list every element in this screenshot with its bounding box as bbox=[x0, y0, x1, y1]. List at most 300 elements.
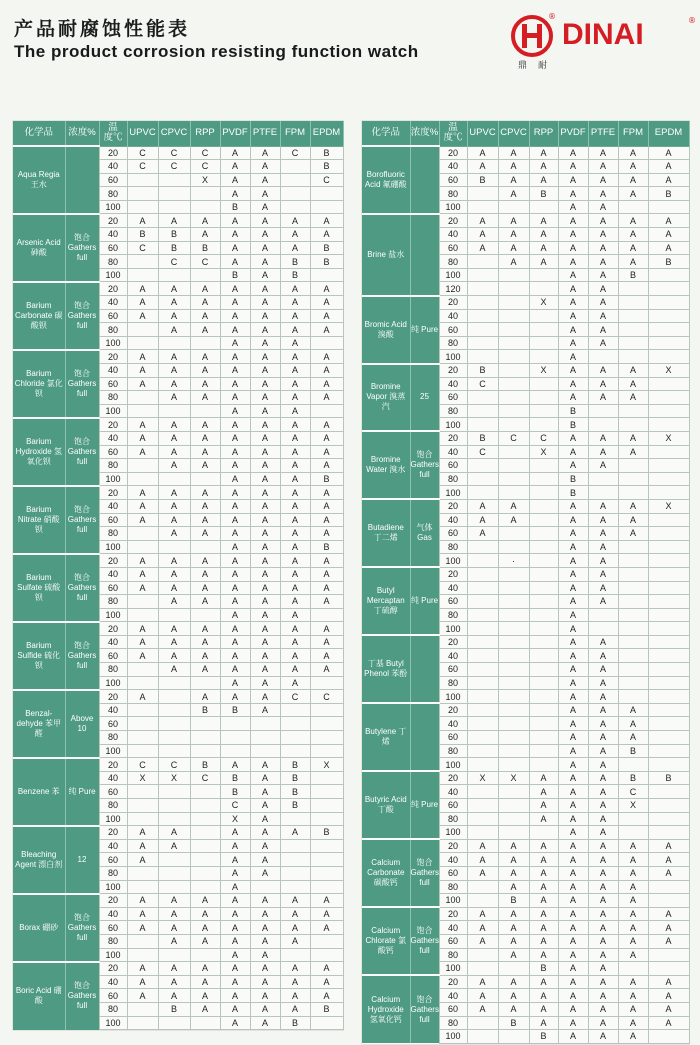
rating-cell: A bbox=[250, 499, 280, 513]
rating-cell: A bbox=[280, 350, 310, 364]
rating-cell: A bbox=[467, 160, 498, 174]
rating-cell: A bbox=[190, 921, 220, 935]
rating-cell: A bbox=[158, 907, 190, 921]
temperature-cell: 60 bbox=[99, 309, 127, 323]
rating-cell: A bbox=[529, 160, 558, 174]
rating-cell: A bbox=[220, 608, 250, 622]
rating-cell: A bbox=[310, 350, 343, 364]
rating-cell: A bbox=[250, 160, 280, 174]
rating-cell bbox=[467, 948, 498, 962]
rating-cell: A bbox=[467, 499, 498, 513]
concentration: 纯 Pure bbox=[65, 758, 99, 826]
rating-cell bbox=[498, 581, 529, 595]
rating-cell bbox=[467, 826, 498, 840]
temperature-cell: 20 bbox=[99, 962, 127, 976]
rating-cell bbox=[529, 581, 558, 595]
column-header: RPP bbox=[529, 121, 558, 146]
rating-cell: A bbox=[250, 214, 280, 228]
rating-cell bbox=[190, 268, 220, 282]
rating-cell bbox=[498, 744, 529, 758]
rating-cell: A bbox=[220, 499, 250, 513]
rating-cell: A bbox=[220, 540, 250, 554]
rating-cell bbox=[529, 527, 558, 541]
rating-cell: A bbox=[558, 323, 588, 337]
rating-cell bbox=[280, 173, 310, 187]
rating-cell bbox=[648, 948, 689, 962]
rating-cell: A bbox=[190, 459, 220, 473]
rating-cell: A bbox=[558, 703, 588, 717]
chemical-name: Barium Sulfate 硫酸钡 bbox=[13, 554, 65, 622]
rating-cell: B bbox=[158, 228, 190, 242]
column-header: UPVC bbox=[467, 121, 498, 146]
rating-cell bbox=[529, 391, 558, 405]
temperature-cell: 40 bbox=[439, 581, 467, 595]
rating-cell: B bbox=[529, 962, 558, 976]
rating-cell: A bbox=[127, 921, 158, 935]
rating-cell bbox=[190, 826, 220, 840]
temperature-cell: 100 bbox=[99, 200, 127, 214]
rating-cell: A bbox=[158, 459, 190, 473]
rating-cell: A bbox=[310, 459, 343, 473]
rating-cell: A bbox=[498, 853, 529, 867]
temperature-cell: 20 bbox=[99, 758, 127, 772]
rating-cell: A bbox=[190, 391, 220, 405]
rating-cell: A bbox=[588, 853, 618, 867]
temperature-cell: 20 bbox=[439, 364, 467, 378]
rating-cell: A bbox=[158, 323, 190, 337]
rating-cell: A bbox=[648, 214, 689, 228]
rating-cell bbox=[310, 934, 343, 948]
rating-cell: B bbox=[220, 268, 250, 282]
rating-cell: A bbox=[280, 377, 310, 391]
rating-cell bbox=[498, 703, 529, 717]
rating-cell bbox=[498, 595, 529, 609]
table-row bbox=[13, 418, 343, 432]
rating-cell bbox=[310, 703, 343, 717]
rating-cell bbox=[648, 785, 689, 799]
rating-cell: A bbox=[250, 1002, 280, 1016]
table-header-row bbox=[362, 121, 689, 146]
rating-cell: A bbox=[158, 309, 190, 323]
rating-cell: A bbox=[498, 499, 529, 513]
rating-cell bbox=[498, 785, 529, 799]
rating-cell bbox=[498, 649, 529, 663]
rating-cell: A bbox=[190, 377, 220, 391]
rating-cell: A bbox=[618, 228, 648, 242]
rating-cell: B bbox=[280, 758, 310, 772]
temperature-cell: 20 bbox=[99, 282, 127, 296]
rating-cell bbox=[648, 744, 689, 758]
rating-cell: A bbox=[498, 173, 529, 187]
rating-cell: A bbox=[588, 690, 618, 704]
rating-cell: A bbox=[127, 975, 158, 989]
rating-cell: A bbox=[310, 595, 343, 609]
rating-cell bbox=[127, 527, 158, 541]
rating-cell bbox=[467, 567, 498, 581]
rating-cell: A bbox=[190, 554, 220, 568]
rating-cell bbox=[127, 676, 158, 690]
temperature-cell: 60 bbox=[99, 921, 127, 935]
rating-cell: A bbox=[190, 894, 220, 908]
rating-cell bbox=[190, 853, 220, 867]
rating-cell: A bbox=[558, 513, 588, 527]
rating-cell: A bbox=[220, 187, 250, 201]
rating-cell bbox=[310, 200, 343, 214]
rating-cell bbox=[618, 540, 648, 554]
rating-cell: A bbox=[190, 989, 220, 1003]
rating-cell: A bbox=[558, 880, 588, 894]
rating-cell: A bbox=[158, 826, 190, 840]
temperature-cell: 80 bbox=[99, 391, 127, 405]
rating-cell: A bbox=[529, 1002, 558, 1016]
rating-cell bbox=[529, 459, 558, 473]
rating-cell: A bbox=[588, 676, 618, 690]
rating-cell: A bbox=[250, 771, 280, 785]
rating-cell: X bbox=[498, 771, 529, 785]
chemical-name: Benzal- dehyde 苯甲醛 bbox=[13, 690, 65, 758]
table-row bbox=[362, 635, 689, 649]
rating-cell: A bbox=[648, 146, 689, 160]
rating-cell: A bbox=[220, 1016, 250, 1030]
rating-cell: A bbox=[127, 839, 158, 853]
rating-cell: A bbox=[588, 173, 618, 187]
rating-cell bbox=[529, 703, 558, 717]
rating-cell: A bbox=[558, 350, 588, 364]
temperature-cell: 80 bbox=[99, 731, 127, 745]
rating-cell bbox=[498, 635, 529, 649]
rating-cell bbox=[158, 540, 190, 554]
table-row bbox=[13, 826, 343, 840]
rating-cell: A bbox=[158, 554, 190, 568]
chemical-name: Butyric Acid 丁酸 bbox=[362, 771, 410, 839]
rating-cell bbox=[588, 404, 618, 418]
rating-cell: A bbox=[310, 228, 343, 242]
rating-cell: A bbox=[588, 187, 618, 201]
rating-cell: X bbox=[618, 799, 648, 813]
rating-cell: C bbox=[190, 160, 220, 174]
rating-cell bbox=[467, 268, 498, 282]
rating-cell: A bbox=[220, 581, 250, 595]
rating-cell bbox=[467, 554, 498, 568]
rating-cell bbox=[618, 608, 648, 622]
rating-cell bbox=[498, 486, 529, 500]
rating-cell: A bbox=[618, 214, 648, 228]
rating-cell: A bbox=[280, 364, 310, 378]
rating-cell: A bbox=[250, 622, 280, 636]
rating-cell bbox=[190, 1016, 220, 1030]
temperature-cell: 80 bbox=[99, 255, 127, 269]
rating-cell: A bbox=[529, 839, 558, 853]
rating-cell bbox=[498, 350, 529, 364]
rating-cell bbox=[618, 200, 648, 214]
rating-cell bbox=[648, 486, 689, 500]
rating-cell: A bbox=[588, 241, 618, 255]
rating-cell bbox=[618, 350, 648, 364]
temperature-cell: 40 bbox=[439, 649, 467, 663]
temperature-cell: 60 bbox=[439, 731, 467, 745]
rating-cell: A bbox=[280, 499, 310, 513]
rating-cell bbox=[127, 703, 158, 717]
rating-cell bbox=[498, 812, 529, 826]
rating-cell: A bbox=[467, 146, 498, 160]
rating-cell: A bbox=[588, 1030, 618, 1044]
rating-cell bbox=[310, 866, 343, 880]
rating-cell: A bbox=[618, 948, 648, 962]
rating-cell bbox=[158, 268, 190, 282]
temperature-cell: 80 bbox=[99, 663, 127, 677]
rating-cell bbox=[190, 839, 220, 853]
rating-cell bbox=[529, 486, 558, 500]
rating-cell: A bbox=[558, 975, 588, 989]
temperature-cell: 100 bbox=[439, 350, 467, 364]
rating-cell: A bbox=[158, 962, 190, 976]
rating-cell: A bbox=[250, 228, 280, 242]
rating-cell: A bbox=[618, 160, 648, 174]
rating-cell bbox=[127, 404, 158, 418]
rating-cell: A bbox=[588, 581, 618, 595]
table-row bbox=[362, 703, 689, 717]
rating-cell: A bbox=[588, 513, 618, 527]
rating-cell bbox=[467, 649, 498, 663]
rating-cell: A bbox=[220, 391, 250, 405]
rating-cell bbox=[529, 323, 558, 337]
rating-cell: B bbox=[529, 1030, 558, 1044]
temperature-cell: 20 bbox=[439, 907, 467, 921]
table-row bbox=[362, 771, 689, 785]
rating-cell bbox=[467, 676, 498, 690]
rating-cell: A bbox=[588, 228, 618, 242]
rating-cell bbox=[498, 690, 529, 704]
rating-cell: A bbox=[558, 282, 588, 296]
rating-cell bbox=[467, 255, 498, 269]
concentration: 气体 Gas bbox=[410, 499, 439, 567]
temperature-cell: 20 bbox=[99, 146, 127, 160]
temperature-cell: 60 bbox=[439, 595, 467, 609]
rating-cell: · bbox=[498, 554, 529, 568]
rating-cell bbox=[158, 717, 190, 731]
right-panel bbox=[361, 120, 690, 1045]
rating-cell: B bbox=[280, 268, 310, 282]
rating-cell bbox=[127, 744, 158, 758]
rating-cell bbox=[529, 595, 558, 609]
rating-cell: A bbox=[250, 676, 280, 690]
rating-cell: A bbox=[250, 703, 280, 717]
rating-cell: A bbox=[220, 1002, 250, 1016]
rating-cell: A bbox=[280, 309, 310, 323]
rating-cell bbox=[158, 948, 190, 962]
temperature-cell: 100 bbox=[439, 554, 467, 568]
rating-cell bbox=[467, 187, 498, 201]
rating-cell: A bbox=[558, 907, 588, 921]
rating-cell: A bbox=[529, 880, 558, 894]
rating-cell: A bbox=[618, 731, 648, 745]
rating-cell: A bbox=[190, 282, 220, 296]
rating-cell bbox=[648, 595, 689, 609]
temperature-cell: 100 bbox=[99, 608, 127, 622]
concentration: 12 bbox=[65, 826, 99, 894]
rating-cell: A bbox=[190, 907, 220, 921]
rating-cell: A bbox=[618, 527, 648, 541]
rating-cell: A bbox=[310, 567, 343, 581]
rating-cell: A bbox=[158, 527, 190, 541]
rating-cell: A bbox=[220, 255, 250, 269]
rating-cell bbox=[498, 391, 529, 405]
rating-cell bbox=[498, 282, 529, 296]
rating-cell: A bbox=[588, 323, 618, 337]
rating-cell bbox=[648, 826, 689, 840]
temperature-cell: 60 bbox=[99, 717, 127, 731]
rating-cell: A bbox=[558, 894, 588, 908]
rating-cell bbox=[467, 581, 498, 595]
rating-cell: A bbox=[467, 975, 498, 989]
chemical-name: Barium Hydroxide 氢氧化钡 bbox=[13, 418, 65, 486]
rating-cell bbox=[310, 268, 343, 282]
rating-cell: A bbox=[648, 921, 689, 935]
rating-cell: A bbox=[618, 431, 648, 445]
rating-cell: A bbox=[250, 391, 280, 405]
rating-cell: A bbox=[158, 391, 190, 405]
rating-cell: A bbox=[618, 1030, 648, 1044]
rating-cell: A bbox=[467, 228, 498, 242]
rating-cell: A bbox=[529, 934, 558, 948]
column-header: PTFE bbox=[588, 121, 618, 146]
rating-cell bbox=[127, 1016, 158, 1030]
rating-cell: A bbox=[220, 472, 250, 486]
rating-cell: A bbox=[280, 513, 310, 527]
rating-cell: A bbox=[618, 255, 648, 269]
rating-cell: A bbox=[310, 323, 343, 337]
rating-cell bbox=[498, 323, 529, 337]
concentration: 25 bbox=[410, 364, 439, 432]
rating-cell bbox=[127, 472, 158, 486]
rating-cell bbox=[648, 554, 689, 568]
rating-cell: A bbox=[250, 282, 280, 296]
rating-cell bbox=[158, 1016, 190, 1030]
rating-cell bbox=[648, 540, 689, 554]
rating-cell: A bbox=[618, 717, 648, 731]
rating-cell: A bbox=[498, 839, 529, 853]
rating-cell: A bbox=[618, 921, 648, 935]
rating-cell: A bbox=[127, 445, 158, 459]
temperature-cell: 80 bbox=[99, 595, 127, 609]
rating-cell: A bbox=[250, 255, 280, 269]
temperature-cell: 80 bbox=[439, 404, 467, 418]
rating-cell: A bbox=[250, 866, 280, 880]
chemical-name: Bromine Water 溴水 bbox=[362, 431, 410, 499]
rating-cell: A bbox=[280, 962, 310, 976]
rating-cell: A bbox=[467, 1002, 498, 1016]
rating-cell: A bbox=[220, 228, 250, 242]
rating-cell bbox=[127, 200, 158, 214]
rating-cell bbox=[648, 268, 689, 282]
rating-cell: A bbox=[220, 866, 250, 880]
rating-cell: A bbox=[250, 989, 280, 1003]
rating-cell: A bbox=[158, 513, 190, 527]
rating-cell: A bbox=[618, 1016, 648, 1030]
rating-cell bbox=[467, 962, 498, 976]
rating-cell: A bbox=[280, 404, 310, 418]
temperature-cell: 20 bbox=[99, 214, 127, 228]
rating-cell: A bbox=[310, 663, 343, 677]
rating-cell: A bbox=[558, 676, 588, 690]
temperature-cell: 60 bbox=[99, 581, 127, 595]
rating-cell: X bbox=[529, 296, 558, 310]
rating-cell: A bbox=[127, 486, 158, 500]
temperature-cell: 80 bbox=[439, 187, 467, 201]
rating-cell: A bbox=[498, 228, 529, 242]
rating-cell: A bbox=[280, 418, 310, 432]
rating-cell: A bbox=[250, 921, 280, 935]
rating-cell: X bbox=[648, 431, 689, 445]
rating-cell bbox=[190, 866, 220, 880]
temperature-cell: 100 bbox=[439, 268, 467, 282]
temperature-cell: 40 bbox=[99, 635, 127, 649]
rating-cell: A bbox=[588, 567, 618, 581]
rating-cell bbox=[648, 336, 689, 350]
rating-cell bbox=[250, 744, 280, 758]
rating-cell bbox=[158, 472, 190, 486]
rating-cell: A bbox=[190, 445, 220, 459]
chemical-name: Benzene 苯 bbox=[13, 758, 65, 826]
rating-cell bbox=[310, 608, 343, 622]
rating-cell: A bbox=[310, 622, 343, 636]
rating-cell: C bbox=[127, 758, 158, 772]
rating-cell: A bbox=[220, 404, 250, 418]
rating-cell bbox=[158, 866, 190, 880]
rating-cell bbox=[618, 459, 648, 473]
rating-cell: B bbox=[558, 418, 588, 432]
rating-cell bbox=[648, 608, 689, 622]
rating-cell bbox=[220, 717, 250, 731]
rating-cell: A bbox=[158, 431, 190, 445]
temperature-cell: 40 bbox=[99, 364, 127, 378]
rating-cell: A bbox=[588, 649, 618, 663]
rating-cell: A bbox=[310, 364, 343, 378]
rating-cell: A bbox=[250, 323, 280, 337]
rating-cell bbox=[280, 948, 310, 962]
rating-cell: A bbox=[618, 173, 648, 187]
temperature-cell: 60 bbox=[439, 527, 467, 541]
rating-cell: A bbox=[250, 336, 280, 350]
temperature-cell: 60 bbox=[439, 799, 467, 813]
rating-cell: A bbox=[127, 581, 158, 595]
rating-cell: A bbox=[250, 554, 280, 568]
rating-cell bbox=[498, 676, 529, 690]
rating-cell: A bbox=[190, 499, 220, 513]
temperature-cell: 80 bbox=[439, 812, 467, 826]
rating-cell: A bbox=[220, 554, 250, 568]
temperature-cell: 60 bbox=[439, 459, 467, 473]
rating-cell: A bbox=[220, 934, 250, 948]
rating-cell bbox=[467, 799, 498, 813]
rating-cell bbox=[190, 812, 220, 826]
chemical-name: Aqua Regia 王水 bbox=[13, 146, 65, 214]
rating-cell bbox=[618, 323, 648, 337]
rating-cell: A bbox=[158, 934, 190, 948]
rating-cell: A bbox=[250, 431, 280, 445]
rating-cell: A bbox=[558, 173, 588, 187]
temperature-cell: 80 bbox=[439, 676, 467, 690]
temperature-cell: 40 bbox=[439, 717, 467, 731]
rating-cell: A bbox=[588, 744, 618, 758]
rating-cell: C bbox=[280, 690, 310, 704]
rating-cell: A bbox=[280, 622, 310, 636]
rating-cell: A bbox=[250, 268, 280, 282]
rating-cell: A bbox=[588, 527, 618, 541]
rating-cell: A bbox=[220, 758, 250, 772]
column-header: 温度℃ bbox=[439, 121, 467, 146]
temperature-cell: 80 bbox=[439, 880, 467, 894]
